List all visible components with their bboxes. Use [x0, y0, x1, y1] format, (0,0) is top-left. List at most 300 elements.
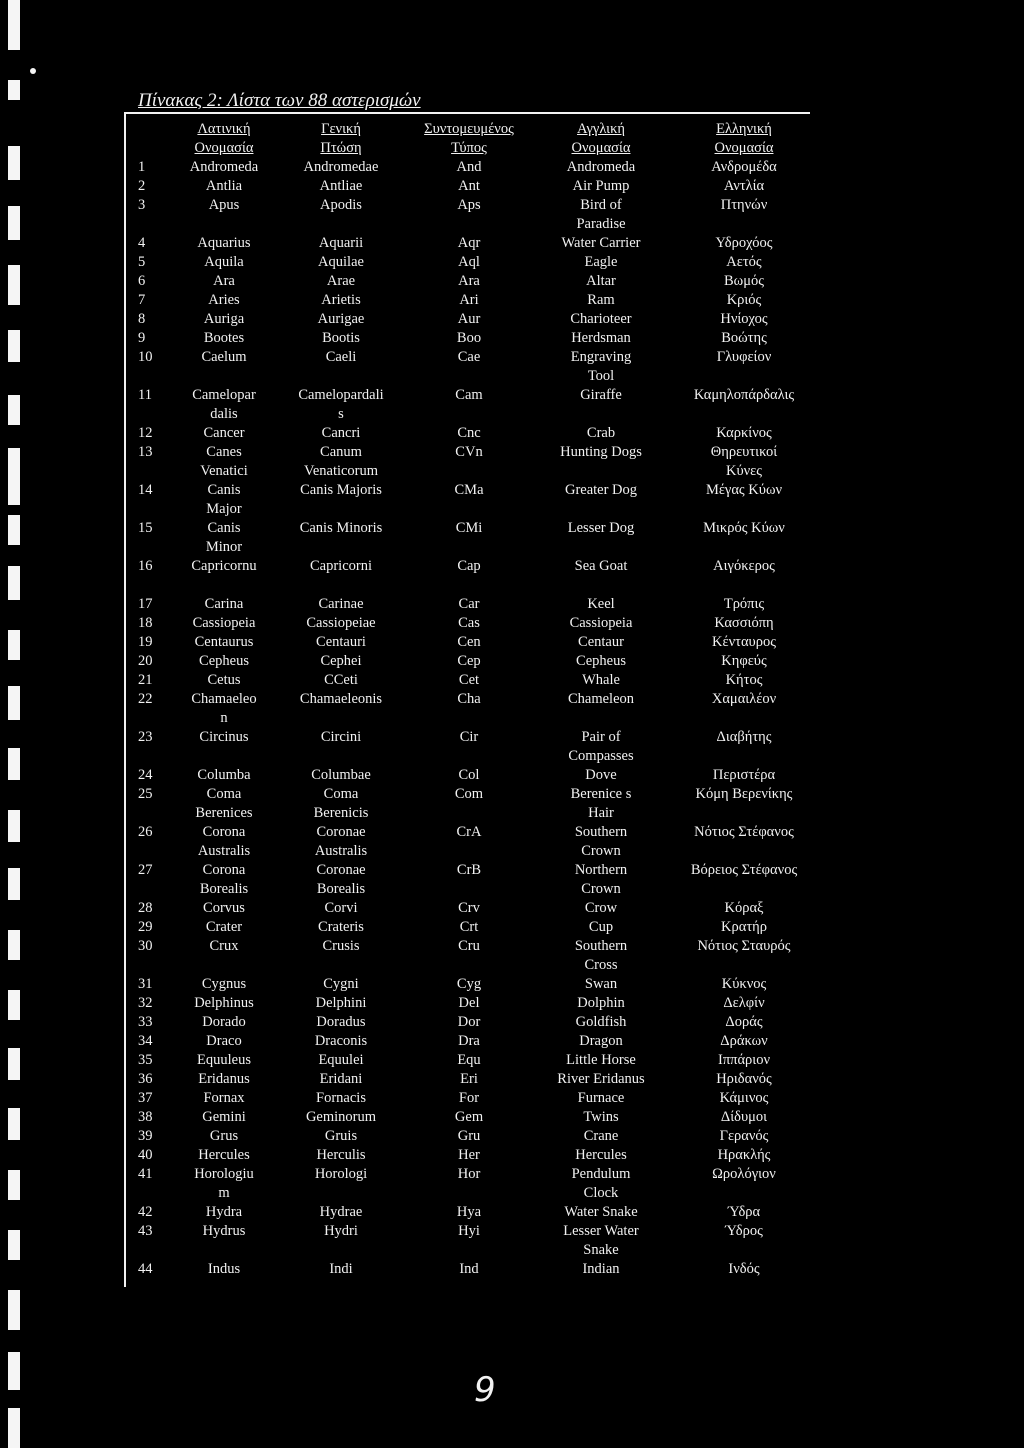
greek-name [674, 823, 814, 842]
greek-name [674, 1165, 814, 1184]
greek-name [674, 975, 814, 994]
latin-name [174, 652, 274, 671]
genitive [276, 785, 406, 823]
latin-name-line: Venatici [200, 463, 248, 479]
abbreviation: Hor [457, 1166, 481, 1182]
english-name-line: Air Pump [572, 178, 630, 194]
greek-name [674, 766, 814, 785]
greek-name-line: Δίδυμοι [720, 1109, 768, 1125]
english-name [526, 766, 676, 785]
greek-name-line: Κόραξ [724, 900, 764, 916]
greek-name-line: Περιστέρα [712, 767, 776, 783]
greek-name-line: Μικρός Κύων [703, 520, 785, 536]
row-number: 44 [138, 1261, 153, 1277]
latin-name [174, 766, 274, 785]
latin-name-line: Cancer [203, 425, 245, 441]
genitive-line: CCeti [324, 672, 358, 688]
genitive-line: Berenicis [313, 805, 369, 821]
genitive-line: Coronae [316, 824, 366, 840]
latin-name [174, 1108, 274, 1127]
latin-name-line: m [218, 1185, 230, 1201]
header-abbr-line1: Συντομευμένος [424, 121, 514, 137]
row-number: 37 [138, 1090, 153, 1106]
genitive [276, 1108, 406, 1127]
latin-name-line: Fornax [203, 1090, 245, 1106]
latin-name-line: Cepheus [199, 653, 249, 669]
english-name [526, 994, 676, 1013]
english-name-line: Centaur [578, 634, 624, 650]
latin-name [174, 519, 274, 557]
greek-name-line: Δράκων [720, 1033, 768, 1049]
binding-mark [8, 1230, 20, 1260]
genitive [276, 348, 406, 367]
english-name-line: Cross [584, 957, 618, 973]
genitive-line: Hydrae [319, 1204, 363, 1220]
latin-name [174, 177, 274, 196]
genitive-line: Centauri [316, 634, 366, 650]
greek-name-line: Ύδρος [725, 1223, 763, 1239]
latin-name [174, 1146, 274, 1165]
row-number: 1 [138, 159, 146, 175]
latin-name-line: Ara [213, 273, 235, 289]
greek-name-line: Νότιος Σταυρός [697, 938, 791, 954]
english-name-line: Crab [586, 425, 616, 441]
greek-name [674, 728, 814, 747]
greek-name [674, 1203, 814, 1222]
header-greek-name-line2: Ονομασία [714, 140, 774, 156]
greek-name-line: Χαμαιλέον [711, 691, 777, 707]
binding-mark [8, 930, 20, 960]
greek-name [674, 1032, 814, 1051]
latin-name-line: n [220, 710, 228, 726]
greek-name-line: Τρόπις [723, 596, 765, 612]
english-name [526, 1013, 676, 1032]
greek-name [674, 443, 814, 481]
genitive [276, 291, 406, 310]
abbreviation: Cet [458, 672, 480, 688]
genitive [276, 1032, 406, 1051]
greek-name-line: Αντλία [723, 178, 765, 194]
genitive [276, 899, 406, 918]
greek-name-line: Καρκίνος [716, 425, 772, 441]
latin-name [174, 1127, 274, 1146]
genitive-line: Coma [323, 786, 359, 802]
table-left-border [124, 112, 126, 1287]
genitive-line: Canis Majoris [300, 482, 382, 498]
abbreviation: Cam [455, 387, 483, 403]
abbreviation: Com [454, 786, 484, 802]
english-name-line: Cup [588, 919, 614, 935]
english-name [526, 633, 676, 652]
binding-mark [8, 990, 20, 1020]
english-name-line: Keel [587, 596, 615, 612]
latin-name [174, 823, 274, 861]
genitive [276, 158, 406, 177]
row-number: 35 [138, 1052, 153, 1068]
row-number: 9 [138, 330, 146, 346]
greek-name [674, 177, 814, 196]
english-name [526, 424, 676, 443]
greek-name [674, 994, 814, 1013]
abbreviation: Gem [454, 1109, 484, 1125]
row-number: 5 [138, 254, 146, 270]
greek-name [674, 158, 814, 177]
english-name [526, 272, 676, 291]
latin-name-line: Aquarius [197, 235, 251, 251]
latin-name [174, 348, 274, 367]
latin-name-line: Aries [208, 292, 240, 308]
english-name-line: River Eridanus [557, 1071, 645, 1087]
latin-name [174, 861, 274, 899]
greek-name [674, 557, 814, 576]
genitive-line: Venaticorum [303, 463, 379, 479]
genitive-line: Camelopardali [298, 387, 384, 403]
english-name-line: Giraffe [580, 387, 622, 403]
latin-name [174, 557, 274, 576]
greek-name [674, 1089, 814, 1108]
binding-mark [8, 1108, 20, 1140]
genitive [276, 994, 406, 1013]
genitive-line: Fornacis [316, 1090, 366, 1106]
row-number: 24 [138, 767, 153, 783]
row-number: 25 [138, 786, 153, 802]
greek-name [674, 234, 814, 253]
greek-name-line: Ανδρομέδα [711, 159, 777, 175]
row-number: 27 [138, 862, 153, 878]
row-number: 19 [138, 634, 153, 650]
abbreviation: Cir [459, 729, 479, 745]
row-number: 30 [138, 938, 153, 954]
latin-name-line: Dorado [202, 1014, 246, 1030]
latin-name-line: Circinus [199, 729, 249, 745]
greek-name [674, 1127, 814, 1146]
genitive-line: Antliae [319, 178, 363, 194]
english-name [526, 652, 676, 671]
greek-name-line: Ιππάριον [717, 1052, 770, 1068]
greek-name-line: Κένταυρος [712, 634, 776, 650]
genitive [276, 253, 406, 272]
greek-name-line: Κύκνος [721, 976, 767, 992]
row-number: 41 [138, 1166, 153, 1182]
english-name [526, 557, 676, 576]
latin-name-line: Canis [207, 482, 241, 498]
genitive [276, 1127, 406, 1146]
abbreviation: Hyi [458, 1223, 480, 1239]
english-name-line: Crane [583, 1128, 619, 1144]
english-name [526, 481, 676, 500]
greek-name-line: Διαβήτης [716, 729, 772, 745]
latin-name-line: Carina [204, 596, 244, 612]
genitive-line: Australis [314, 843, 368, 859]
header-greek-name-line1: Ελληνική [716, 121, 772, 137]
genitive [276, 728, 406, 747]
row-number: 7 [138, 292, 146, 308]
english-name-line: Dolphin [577, 995, 625, 1011]
latin-name-line: Corona [202, 862, 246, 878]
genitive-line: Gruis [324, 1128, 358, 1144]
genitive-line: Cancri [321, 425, 361, 441]
abbreviation: For [458, 1090, 480, 1106]
english-name-line: Water Snake [564, 1204, 638, 1220]
genitive-line: Crateris [318, 919, 364, 935]
latin-name-line: Major [206, 501, 242, 517]
genitive [276, 1146, 406, 1165]
greek-name [674, 329, 814, 348]
abbreviation: Cas [458, 615, 480, 631]
binding-mark [8, 265, 20, 305]
genitive [276, 671, 406, 690]
greek-name [674, 785, 814, 804]
row-number: 29 [138, 919, 153, 935]
abbreviation: Crt [459, 919, 479, 935]
binding-mark [8, 146, 20, 180]
latin-name [174, 1222, 274, 1241]
english-name [526, 1070, 676, 1089]
genitive [276, 595, 406, 614]
latin-name-line: Caelum [201, 349, 247, 365]
greek-name-line: Κασσιόπη [714, 615, 774, 631]
genitive-line: Indi [329, 1261, 353, 1277]
page-number: 9 [474, 1370, 496, 1410]
greek-name [674, 918, 814, 937]
latin-name [174, 481, 274, 519]
genitive [276, 1203, 406, 1222]
genitive-line: s [338, 406, 344, 422]
row-number: 4 [138, 235, 146, 251]
english-name [526, 234, 676, 253]
greek-name-line: Αετός [726, 254, 762, 270]
genitive-line: Crusis [322, 938, 360, 954]
abbreviation: Cen [457, 634, 481, 650]
abbreviation: Gru [457, 1128, 481, 1144]
greek-name-line: Γερανός [719, 1128, 769, 1144]
genitive [276, 652, 406, 671]
row-number: 34 [138, 1033, 153, 1049]
english-name-line: Whale [582, 672, 620, 688]
latin-name-line: dalis [210, 406, 238, 422]
latin-name [174, 234, 274, 253]
abbreviation: Boo [456, 330, 482, 346]
row-number: 38 [138, 1109, 153, 1125]
genitive [276, 975, 406, 994]
latin-name [174, 595, 274, 614]
english-name [526, 519, 676, 538]
english-name [526, 310, 676, 329]
genitive [276, 1070, 406, 1089]
greek-name-line: Ινδός [728, 1261, 760, 1277]
genitive [276, 614, 406, 633]
binding-mark [8, 810, 20, 842]
header-genitive-line1: Γενική [321, 121, 361, 137]
english-name [526, 975, 676, 994]
abbreviation: Ant [458, 178, 480, 194]
english-name-line: Hercules [575, 1147, 627, 1163]
abbreviation: Aql [458, 254, 480, 270]
greek-name [674, 690, 814, 709]
english-name [526, 671, 676, 690]
latin-name [174, 310, 274, 329]
greek-name-line: Κύνες [725, 463, 763, 479]
latin-name [174, 785, 274, 823]
row-number: 8 [138, 311, 146, 327]
abbreviation: Cnc [457, 425, 481, 441]
abbreviation: CMa [454, 482, 484, 498]
greek-name-line: Ηνίοχος [720, 311, 768, 327]
greek-name-line: Καμηλοπάρδαλις [693, 387, 795, 403]
latin-name [174, 329, 274, 348]
greek-name-line: Βωμός [724, 273, 764, 289]
latin-name-line: Hydrus [202, 1223, 246, 1239]
abbreviation: Hya [456, 1204, 482, 1220]
greek-name-line: Πτηνών [720, 197, 768, 213]
latin-name-line: Cygnus [201, 976, 247, 992]
english-name-line: Lesser Water [563, 1223, 639, 1239]
latin-name [174, 1070, 274, 1089]
row-number: 32 [138, 995, 153, 1011]
latin-name-line: Apus [208, 197, 240, 213]
english-name-line: Greater Dog [564, 482, 638, 498]
abbreviation: CMi [455, 520, 483, 536]
latin-name [174, 196, 274, 215]
row-number: 14 [138, 482, 153, 498]
latin-name-line: Indus [207, 1261, 241, 1277]
genitive [276, 177, 406, 196]
row-number: 31 [138, 976, 153, 992]
abbreviation: CrB [456, 862, 482, 878]
english-name-line: Eagle [584, 254, 618, 270]
latin-name-line: Eridanus [198, 1071, 250, 1087]
abbreviation: Crv [458, 900, 480, 916]
greek-name [674, 253, 814, 272]
greek-name-line: Ύδρα [727, 1204, 761, 1220]
greek-name-line: Υδροχόος [715, 235, 773, 251]
english-name [526, 937, 676, 975]
genitive [276, 424, 406, 443]
genitive-line: Caeli [325, 349, 357, 365]
english-name-line: Northern [574, 862, 628, 878]
english-name-line: Little Horse [566, 1052, 636, 1068]
abbreviation: Cep [457, 653, 481, 669]
greek-name-line: Βόρειος Στέφανος [690, 862, 798, 878]
latin-name [174, 1013, 274, 1032]
greek-name-line: Ηρακλής [717, 1147, 771, 1163]
greek-name [674, 1146, 814, 1165]
english-name-line: Engraving [570, 349, 632, 365]
abbreviation: Ara [458, 273, 480, 289]
genitive-line: Canum [320, 444, 362, 460]
english-name [526, 595, 676, 614]
abbreviation: Dor [457, 1014, 481, 1030]
genitive [276, 519, 406, 538]
english-name-line: Indian [582, 1261, 620, 1277]
binding-mark [8, 395, 20, 425]
row-number: 42 [138, 1204, 153, 1220]
latin-name [174, 158, 274, 177]
genitive [276, 1260, 406, 1279]
latin-name [174, 614, 274, 633]
latin-name [174, 937, 274, 956]
latin-name [174, 291, 274, 310]
genitive-line: Doradus [316, 1014, 366, 1030]
english-name-line: Crown [581, 881, 621, 897]
abbreviation: Cae [457, 349, 481, 365]
greek-name-line: Γλυφείον [716, 349, 772, 365]
english-name [526, 1127, 676, 1146]
latin-name [174, 1032, 274, 1051]
greek-name [674, 595, 814, 614]
genitive [276, 1089, 406, 1108]
greek-name-line: Μέγας Κύων [705, 482, 783, 498]
english-name [526, 614, 676, 633]
genitive-line: Circini [320, 729, 362, 745]
genitive [276, 329, 406, 348]
genitive-line: Eridani [319, 1071, 363, 1087]
row-number: 15 [138, 520, 153, 536]
english-name-line: Compasses [568, 748, 634, 764]
english-name-line: Southern [574, 938, 628, 954]
greek-name-line: Νότιος Στέφανος [694, 824, 794, 840]
english-name-line: Herdsman [571, 330, 631, 346]
genitive-line: Delphini [315, 995, 367, 1011]
english-name-line: Paradise [576, 216, 626, 232]
abbreviation: Her [458, 1147, 480, 1163]
genitive-line: Canis Minoris [299, 520, 383, 536]
latin-name-line: Centaurus [194, 634, 254, 650]
english-name [526, 1108, 676, 1127]
latin-name-line: Capricornu [191, 558, 257, 574]
english-name [526, 1032, 676, 1051]
english-name [526, 1203, 676, 1222]
greek-name-line: Κηφεύς [721, 653, 767, 669]
abbreviation: Aps [457, 197, 481, 213]
greek-name-line: Κήτος [725, 672, 763, 688]
row-number: 39 [138, 1128, 153, 1144]
greek-name-line: Κρατήρ [721, 919, 767, 935]
greek-name [674, 310, 814, 329]
latin-name-line: Crater [205, 919, 243, 935]
english-name [526, 329, 676, 348]
greek-name [674, 424, 814, 443]
english-name-line: Furnace [577, 1090, 625, 1106]
binding-mark [8, 1048, 20, 1080]
row-number: 18 [138, 615, 153, 631]
genitive-line: Herculis [316, 1147, 366, 1163]
english-name [526, 823, 676, 861]
latin-name-line: Cassiopeia [192, 615, 256, 631]
english-name [526, 1089, 676, 1108]
row-number: 40 [138, 1147, 153, 1163]
english-name [526, 690, 676, 709]
greek-name [674, 386, 814, 405]
genitive-line: Arietis [321, 292, 361, 308]
greek-name [674, 861, 814, 880]
latin-name-line: Gemini [202, 1109, 246, 1125]
greek-name-line: Δοράς [725, 1014, 763, 1030]
latin-name-line: Corvus [203, 900, 245, 916]
greek-name-line: Ωρολόγιον [712, 1166, 776, 1182]
abbreviation: Dra [458, 1033, 480, 1049]
genitive-line: Apodis [320, 197, 362, 213]
latin-name-line: Draco [206, 1033, 242, 1049]
genitive [276, 481, 406, 500]
binding-mark [8, 80, 20, 100]
english-name-line: Charioteer [570, 311, 632, 327]
english-name [526, 158, 676, 177]
genitive [276, 443, 406, 481]
genitive-line: Draconis [314, 1033, 368, 1049]
abbreviation: Cru [458, 938, 480, 954]
latin-name [174, 975, 274, 994]
